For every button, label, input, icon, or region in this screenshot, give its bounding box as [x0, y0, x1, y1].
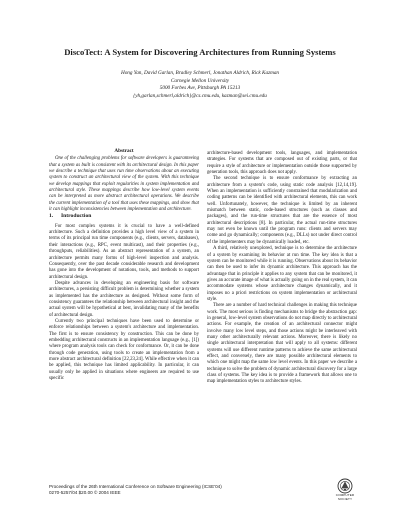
- footer-conference: Proceedings of the 26th International Conference on Software Engineering (ICSE'04): [49, 484, 222, 489]
- body-paragraph: Despite advances in developing an engineering basis for software architectures, a persisting difficult problem is determining whether a system as implemented has the architecture as designed. Without some form of consistency guarantees the relationship between architectural insight and the actual system will be hypothetical at best, invalidating many of the benefits of architectural design.: [49, 280, 199, 318]
- logo-text-line1: COMPUTER: [335, 493, 355, 497]
- body-paragraph: For most complex systems it is crucial to have a well-defined architecture. Such a definition provides a high level view of a system in terms of its principal run time components (e.g., clients, servers, databases), their interactions (e.g., RPC, event multicast), and their properties (e.g., throughputs, reliabilities). As an abstract representation of a system, an architecture permits many forms of high-level inspection and analysis. Consequently, over the past decade considerable research and development has gone into the development of notations, tools, and methods to support architectural design.: [49, 223, 199, 280]
- footer-copyright: 0270-5257/04 $20.00 © 2004 IEEE: [49, 490, 121, 495]
- logo-emblem-icon: [337, 478, 353, 494]
- section-title: Introduction: [61, 213, 92, 220]
- author-names: Hong Yan, David Garlan, Bradley Schmerl, Jonathan Aldrich, Rick Kazman: [120, 70, 280, 76]
- paper-title: DiscoTect: A System for Discovering Architectures from Running Systems: [64, 47, 336, 57]
- abstract-text: One of the challenging problems for software developers is guaranteeing that a system as built is consistent with its architectural design. In this paper we describe a technique that uses run time observations about an executing system to construct an architectural view of the system. With this technique we develop mappings that exploit regularities in system implementation and architectural style. These mappings describe how low-level system events can be interpreted as more abstract architectural operations. We describe the current implementation of a tool that uses these mappings, and show that it can highlight inconsistencies between implementation and architecture.: [49, 156, 199, 213]
- body-paragraph: The second technique is to ensure conformance by extracting an architecture from a system's code, using static code analysis [12,14,19]. When an implementation is sufficiently constrained that modularization and coding patterns can be identified with architectural elements, this can work well. Unfortunately, however, the technique is limited by an inherent mismatch between static, code-based structures (such as classes and packages), and the run-time structures that are the essence of most architectural descriptions [8]. In particular, the actual run-time structures may not even be known until the program runs: clients and servers may come and go dynamically; components (e.g., DLLs) not under direct control of the implementers may be dynamically loaded, etc.: [207, 176, 357, 245]
- author-emails: {yh,garlan,schmerl,aldrich}@cs.cmu.edu, kazman@sei.cmu.edu: [133, 92, 267, 99]
- proceedings-footer: [49, 484, 309, 496]
- right-column: [207, 151, 357, 386]
- author-block: [20, 70, 380, 100]
- section-heading: [49, 213, 199, 219]
- body-paragraph: There are a number of hard technical challenges in making this technique work. The most serious is finding mechanisms to bridge the abstraction gap: in general, low-level system observations do not map directly to architectural actions. For example, the creation of an architectural connector might involve many low level steps, and those actions might be interleaved with many other architecturally relevant actions. Moreover, there is likely no single architectural interpretation that will apply to all systems: different systems will use different runtime patterns to achieve the same architectural effect, and conversely, there are many possible architectural elements to which one might map the same low level events. In this paper we describe a technique to solve the problem of dynamic architectural discovery for a large class of systems. The key idea is to provide a framework that allows one to map implementation styles to architecture styles.: [207, 303, 357, 385]
- left-column: [49, 148, 199, 382]
- section-number: 1.: [49, 213, 54, 220]
- author-address: 5000 Forbes Ave, Pittsburgh PA 15213: [159, 85, 241, 92]
- body-paragraph: Currently two principal techniques have been used to determine or enforce relationships between a system's architecture and implementation. The first is to ensure consistency by construction. This can be done by embedding architectural constructs in an implementation language (e.g., [1]) where program analysis tools can check for conformance. Or, it can be done through code generation, using tools to create an implementation from a more abstract architectural definition [22,23,24]. While effective when it can be applied, this technique has limited applicability. In particular, it can usually only be applied in situations where engineers are required to use specific: [49, 318, 199, 382]
- logo-text-line2: SOCIETY: [337, 496, 353, 501]
- ieee-computer-society-logo: [328, 478, 362, 501]
- body-paragraph: A third, relatively unexplored, technique is to determine the architecture of a system by examining its behavior at run time. The key idea is that a system can be monitored while it is running. Observations about its behavior can then be used to infer its dynamic architecture. This approach has the advantage that in principle it applies to any system that can be monitored, it gives an accurate image of what is actually going on in the real system, it can accommodate systems whose architecture changes dynamically, and it imposes no a priori restrictions on system implementation or architectural style.: [207, 246, 357, 302]
- body-paragraph: architecture-based development tools, languages, and implementation strategies. For systems that are composed out of existing parts, or that require a style of architecture or implementation outside those supported by generation tools, this approach does not apply.: [207, 151, 357, 176]
- abstract-heading: Abstract: [114, 148, 134, 154]
- author-institution: Carnegie Mellon University: [170, 77, 230, 84]
